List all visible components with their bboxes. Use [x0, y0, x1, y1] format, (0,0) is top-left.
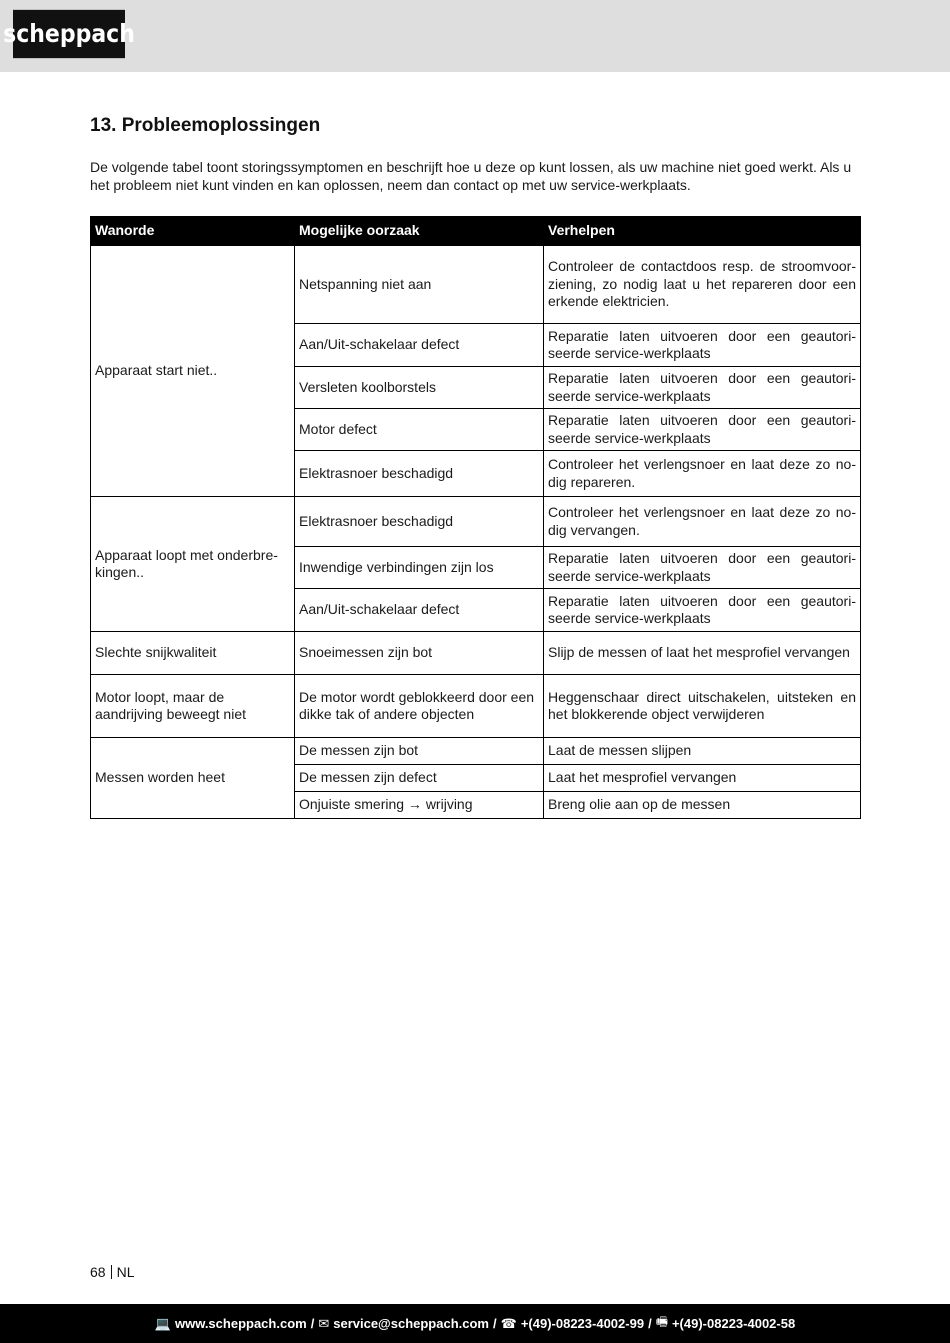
remedy-cell: Controleer het verlengsnoer en laat deze zo no-dig repareren.	[544, 451, 861, 497]
table-row	[91, 497, 861, 547]
remedy-cell: Controleer het verlengsnoer en laat deze zo no-dig vervangen.	[544, 497, 861, 547]
remedy-cell: Reparatie laten uitvoeren door een geautori-seerde service-werkplaats	[544, 367, 861, 409]
table-header-row	[91, 217, 861, 246]
remedy-cell: Reparatie laten uitvoeren door een geautori-seerde service-werkplaats	[544, 589, 861, 632]
scheppach-logo: scheppach	[13, 10, 125, 58]
footer-fax: +(49)-08223-4002-58	[671, 1316, 796, 1331]
section-title: 13. Probleemoplossingen	[90, 115, 321, 136]
remedy-cell: Laat het mesprofiel vervangen	[544, 765, 861, 792]
fault-cell: Apparaat start niet..	[91, 246, 295, 497]
remedy-cell: Laat de messen slijpen	[544, 738, 861, 765]
table-row	[91, 632, 861, 675]
footer-separator: /	[310, 1316, 315, 1331]
cause-cell: De messen zijn defect	[295, 765, 544, 792]
remedy-cell: Reparatie laten uitvoeren door een geautori-seerde service-werkplaats	[544, 547, 861, 589]
footer-phone: +(49)-08223-4002-99	[520, 1316, 645, 1331]
fault-cell: Slechte snijkwaliteit	[91, 632, 295, 675]
remedy-cell: Breng olie aan op de messen	[544, 792, 861, 819]
cause-cell: Inwendige verbindingen zijn los	[295, 547, 544, 589]
header-fault: Wanorde	[91, 217, 295, 246]
troubleshooting-table	[90, 216, 861, 819]
cause-cell: Motor defect	[295, 409, 544, 451]
remedy-cell: Heggenschaar direct uitschakelen, uitsteken en het blokkerende object verwijderen	[544, 675, 861, 738]
header-remedy: Verhelpen	[544, 217, 861, 246]
page-language: NL	[116, 1264, 135, 1280]
fault-cell: Apparaat loopt met onderbre-kingen..	[91, 497, 295, 632]
cause-cell: Snoeimessen zijn bot	[295, 632, 544, 675]
fax-icon: 🖷	[655, 1313, 668, 1329]
cause-cell: Netspanning niet aan	[295, 246, 544, 324]
mail-icon: ✉	[318, 1315, 330, 1331]
computer-icon: 💻	[154, 1315, 171, 1331]
remedy-cell: Reparatie laten uitvoeren door een geautori-seerde service-werkplaats	[544, 324, 861, 367]
cause-cell: Onjuiste smering → wrijving	[295, 792, 544, 819]
cause-cell: De messen zijn bot	[295, 738, 544, 765]
table-row	[91, 675, 861, 738]
cause-cell: Aan/Uit-schakelaar defect	[295, 589, 544, 632]
footer-separator: /	[493, 1316, 497, 1331]
page-number-value: 68	[90, 1264, 106, 1280]
page-number	[90, 1264, 134, 1280]
footer-email[interactable]: service@scheppach.com	[333, 1316, 489, 1331]
footer-website[interactable]: www.scheppach.com	[174, 1316, 307, 1331]
cause-cell: Elektrasnoer beschadigd	[295, 497, 544, 547]
remedy-cell: Slijp de messen of laat het mesprofiel vervangen	[544, 632, 861, 675]
remedy-cell: Controleer de contactdoos resp. de stroomvoor-ziening, zo nodig laat u het repareren door een erkende elektricien.	[544, 246, 861, 324]
page-header	[0, 0, 950, 72]
table-row	[91, 246, 861, 324]
section-intro: De volgende tabel toont storingssymptomen en beschrijft hoe u deze op kunt lossen, als uw machine niet goed werkt. Als u het probleem niet kunt vinden en kan oplossen, neem dan contact op met uw service-werkplaats.	[90, 159, 852, 193]
remedy-cell: Reparatie laten uitvoeren door een geautori-seerde service-werkplaats	[544, 409, 861, 451]
header-cause: Mogelijke oorzaak	[295, 217, 544, 246]
cause-cell: Elektrasnoer beschadigd	[295, 451, 544, 497]
cause-cell: De motor wordt geblokkeerd door een dikke tak of andere objecten	[295, 675, 544, 738]
cause-cell: Aan/Uit-schakelaar defect	[295, 324, 544, 367]
page-number-divider	[111, 1265, 112, 1279]
cause-cell: Versleten koolborstels	[295, 367, 544, 409]
phone-icon: ☎	[500, 1315, 517, 1331]
page-footer	[0, 1304, 950, 1343]
fault-cell: Messen worden heet	[91, 738, 295, 819]
fault-cell: Motor loopt, maar de aandrijving beweegt niet	[91, 675, 295, 738]
footer-separator: /	[648, 1316, 652, 1331]
table-row	[91, 738, 861, 765]
